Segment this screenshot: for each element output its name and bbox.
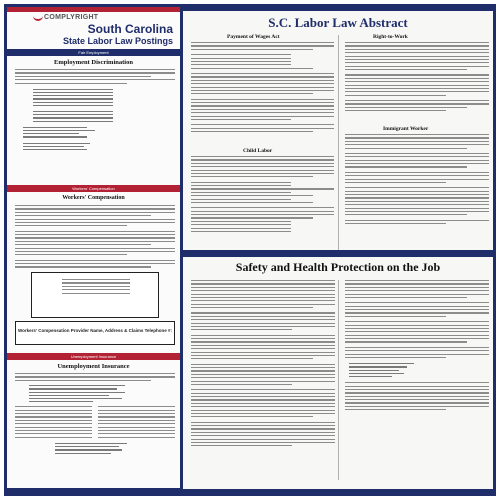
- safety-health-title: Safety and Health Protection on the Job: [235, 260, 441, 274]
- payment-wages-text: [191, 42, 334, 134]
- right-to-work-heading: Right-to-Work: [373, 34, 408, 40]
- child-labor-heading: Child Labor: [243, 148, 273, 154]
- employment-discrimination-title: Employment Discrimination: [54, 59, 133, 66]
- payment-wages-heading: Payment of Wages Act: [227, 34, 280, 40]
- workers-comp-text-block: [15, 205, 175, 270]
- state-name: South Carolina: [87, 22, 173, 36]
- child-labor-text: [191, 156, 334, 234]
- unemployment-text-block: [15, 373, 175, 456]
- section-band-unemployment: Unemployment Insurance: [7, 353, 180, 360]
- section-band-fair-employment: Fair Employment: [7, 49, 180, 56]
- column-divider: [338, 35, 339, 257]
- safety-right-text: [345, 280, 489, 413]
- right-bottom-stripe: [183, 489, 493, 493]
- labor-law-poster: [4, 4, 496, 496]
- logo-text: COMPLYRIGHT: [44, 13, 99, 21]
- immigrant-worker-heading: Immigrant Worker: [383, 126, 429, 132]
- brand-logo: [33, 13, 98, 21]
- state-header: [47, 23, 173, 47]
- section-band-workers-comp: Workers' Compensation: [7, 185, 180, 192]
- safety-band: [183, 250, 493, 257]
- employment-text-block: [15, 69, 175, 152]
- left-column: [7, 7, 183, 493]
- right-column: [183, 7, 493, 493]
- workers-comp-address-card: [31, 272, 159, 318]
- workers-comp-provider-box: [15, 321, 175, 345]
- immigrant-worker-text: [345, 134, 489, 226]
- state-subtitle: State Labor Law Postings: [62, 36, 173, 46]
- right-to-work-text: [345, 42, 489, 114]
- logo-swoosh-icon: [33, 13, 43, 21]
- safety-column-divider: [338, 280, 339, 480]
- provider-box-label: Workers' Compensation Provider Name, Address & Claims Telephone #:: [17, 328, 173, 333]
- top-red-stripe: [7, 7, 180, 12]
- unemployment-title: Unemployment Insurance: [57, 363, 130, 370]
- bottom-navy-stripe: [7, 488, 180, 493]
- safety-left-text: [191, 280, 335, 449]
- workers-comp-title: Workers' Compensation: [62, 195, 125, 201]
- right-top-stripe: [183, 7, 493, 11]
- labor-law-abstract-title: S.C. Labor Law Abstract: [268, 15, 408, 30]
